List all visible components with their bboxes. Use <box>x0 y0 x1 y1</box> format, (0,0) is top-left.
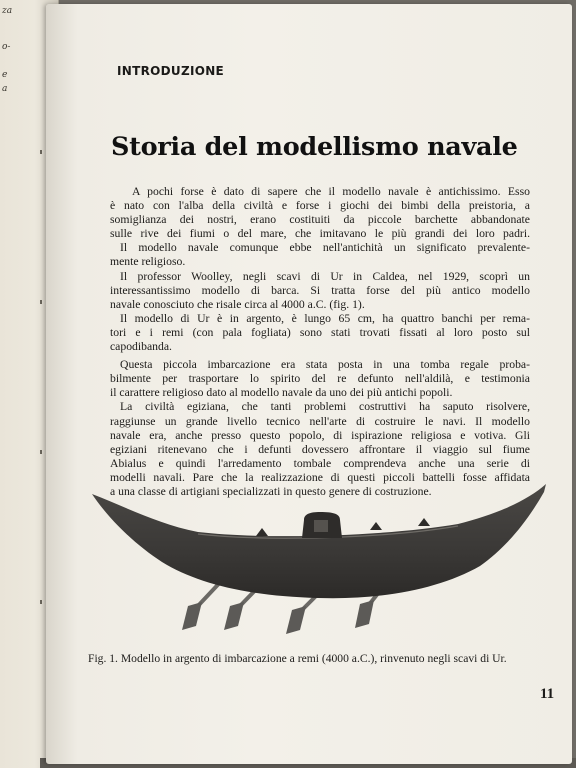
text-line: Il modello navale comunque ebbe nell'antichità un significato prevalente- <box>120 241 530 255</box>
binding-stitch <box>40 150 42 154</box>
text-line: interessantissimo modello di barca. Si tratta forse del più antico modello <box>110 283 530 297</box>
text-line: egiziani ritenevano che i defunti dovessero affrontare il viaggio sul fiume <box>110 442 530 456</box>
text-line: sulle rive dei fiumi o del mare, che imitavano le più grandi dei loro padri. <box>110 227 530 241</box>
binding-stitch <box>40 450 42 454</box>
text-line: La civiltà egiziana, che tanti problemi costruttivi ha saputo risolvere, <box>120 400 530 414</box>
boat-hull <box>92 484 546 598</box>
binding-stitch <box>40 300 42 304</box>
text-line: è nato con l'alba della civiltà e forse i giochi dei bimbi della preistoria, a <box>110 199 530 213</box>
left-page-text-fragment: za <box>2 6 13 16</box>
silver-boat-image <box>88 480 550 650</box>
text-line: navale era, anche presso questo popolo, di ispirazione religiosa e votiva. Gli <box>110 428 530 442</box>
text-line: a una classe di artigiani specializzati in questo genere di costruzione. <box>110 484 432 498</box>
page-number: 11 <box>540 686 555 702</box>
text-line: navale conosciuto che risale circa al 4000 a.C. (fig. 1). <box>110 297 365 311</box>
left-page-text-fragment: a <box>2 84 8 94</box>
text-line: mente religioso. <box>110 255 186 269</box>
text-line: raggiunse un grande livello tecnico nell'arte di costruire le navi. Il modello <box>110 414 530 428</box>
figure-caption: Fig. 1. Modello in argento di imbarcazione a remi (4000 a.C.), rinvenuto negli scavi di Ur. <box>88 652 507 665</box>
text-line: tori e i remi (con pala fogliata) sono stati trovati fissati al loro posto sul <box>110 325 530 339</box>
text-line: bilmente per trasportare lo spirito del re defunto nell'aldilà, e testimonia <box>110 372 530 386</box>
left-page-text-fragment: o- <box>2 42 11 52</box>
text-line: Abialus e quindi l'arredamento tombale comprendeva anche una serie di <box>110 456 530 470</box>
text-line: Il modello di Ur è in argento, è lungo 65 cm, ha quattro banchi per rema- <box>120 311 530 325</box>
left-page-text-fragment: e <box>2 70 8 80</box>
boat-model-figure <box>88 480 550 650</box>
text-line: somiglianza dei nostri, erano costituiti da piccole barchette abbandonate <box>110 213 530 227</box>
body-text <box>110 185 530 499</box>
text-line: Questa piccola imbarcazione era stata posta in una tomba regale proba- <box>120 358 530 372</box>
page-title: Storia del modellismo navale <box>111 132 518 162</box>
text-line: A pochi forse è dato di sapere che il modello navale è antichissimo. Esso <box>132 185 530 198</box>
binding-stitch <box>40 600 42 604</box>
text-line: il carattere religioso dato al modello navale da uno dei più antichi popoli. <box>110 386 453 400</box>
text-line: Il professor Woolley, negli scavi di Ur in Caldea, nel 1929, scoprì un <box>120 269 530 283</box>
text-line: capodibanda. <box>110 340 172 354</box>
section-label: INTRODUZIONE <box>117 64 225 78</box>
text-line: modelli navali. Pare che la realizzazione di questi piccoli battelli fosse affidata <box>110 470 530 484</box>
